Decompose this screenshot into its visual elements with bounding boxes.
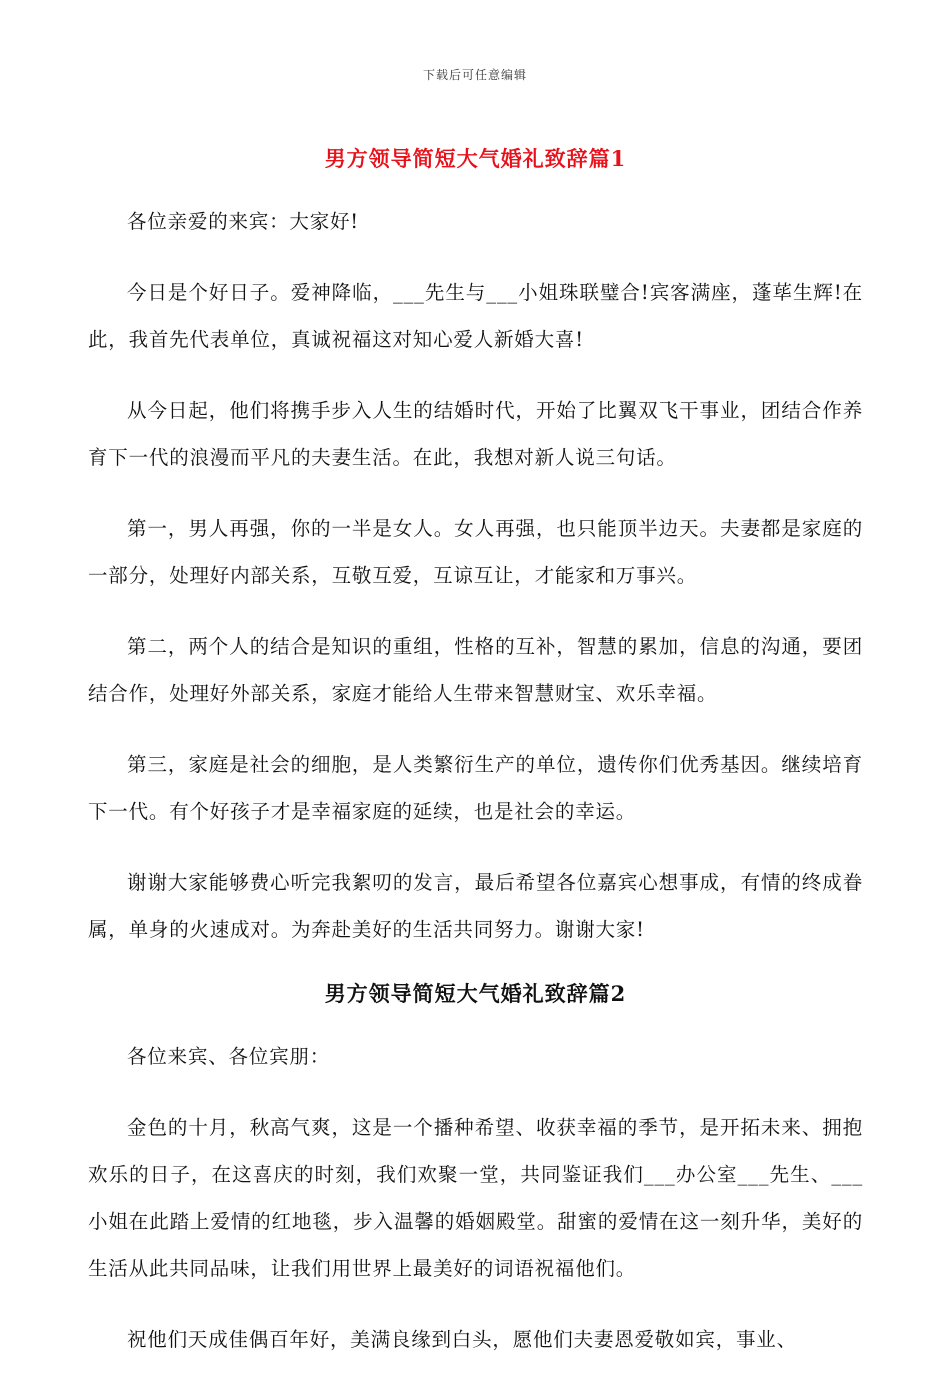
section-1-title: 男方领导简短大气婚礼致辞篇1 xyxy=(324,146,627,171)
document-body xyxy=(88,142,863,1387)
paragraph: 祝他们天成佳偶百年好，美满良缘到白头，愿他们夫妻恩爱敬如宾，事业、 xyxy=(127,1328,797,1351)
paragraph: 各位亲爱的来宾：大家好! xyxy=(127,210,359,233)
header-note: 下载后可任意编辑 xyxy=(422,68,527,82)
paragraph: 金色的十月，秋高气爽，这是一个播种希望、收获幸福的季节，是开拓未来、拥抱欢乐的日子，在这喜庆的时刻，我们欢聚一堂，共同鉴证我们___办公室___先生、___小姐在此踏上爱情的红地毯，步入温馨的婚姻殿堂。甜蜜的爱情在这一刻升华，美好的生活从此共同品味，让我们用世界上最美好的词语祝福他们。 xyxy=(88,1116,863,1280)
paragraph: 今日是个好日子。爱神降临，___先生与___小姐珠联璧合!宾客满座，蓬荜生辉!在此，我首先代表单位，真诚祝福这对知心爱人新婚大喜! xyxy=(88,281,863,351)
paragraph: 第二，两个人的结合是知识的重组，性格的互补，智慧的累加，信息的沟通，要团结合作，处理好外部关系，家庭才能给人生带来智慧财宝、欢乐幸福。 xyxy=(88,635,863,705)
paragraph: 第三，家庭是社会的细胞，是人类繁衍生产的单位，遗传你们优秀基因。继续培育下一代。有个好孩子才是幸福家庭的延续，也是社会的幸运。 xyxy=(88,753,863,823)
paragraph: 谢谢大家能够费心听完我絮叨的发言，最后希望各位嘉宾心想事成，有情的终成眷属，单身的火速成对。为奔赴美好的生活共同努力。谢谢大家! xyxy=(88,871,863,941)
section-2-title: 男方领导简短大气婚礼致辞篇2 xyxy=(324,981,627,1006)
paragraph: 各位来宾、各位宾朋： xyxy=(127,1045,331,1068)
paragraph: 从今日起，他们将携手步入人生的结婚时代，开始了比翼双飞干事业，团结合作养育下一代的浪漫而平凡的夫妻生活。在此，我想对新人说三句话。 xyxy=(88,399,863,469)
paragraph: 第一，男人再强，你的一半是女人。女人再强，也只能顶半边天。夫妻都是家庭的一部分，处理好内部关系，互敬互爱，互谅互让，才能家和万事兴。 xyxy=(88,517,863,587)
